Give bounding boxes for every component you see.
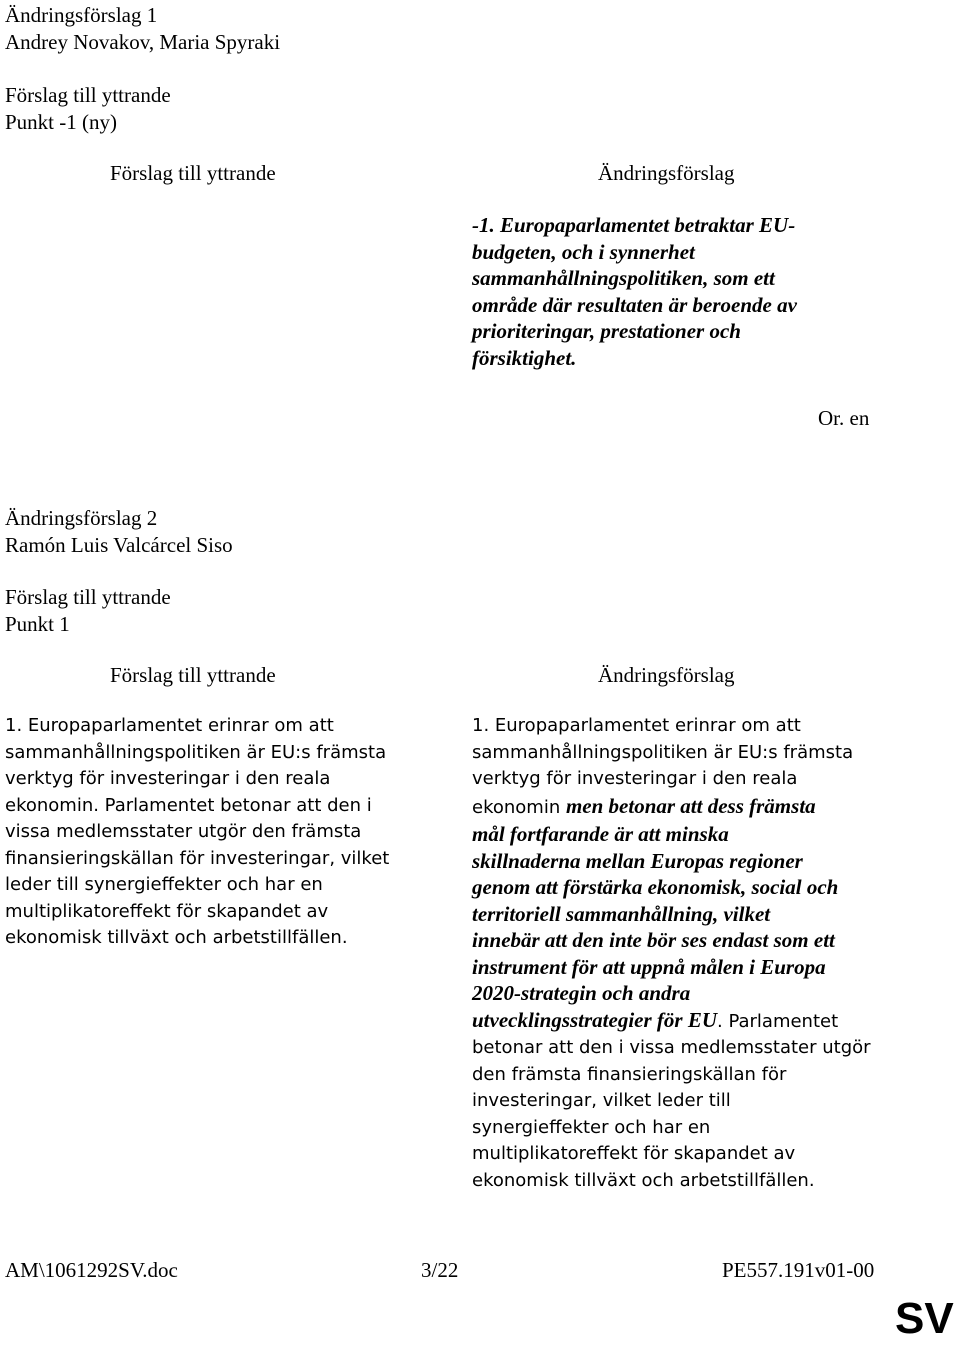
amendment-2-original-text: [5, 713, 389, 952]
text-run: ekonomin: [472, 796, 566, 818]
text-line: leder till synergieffekter och har en: [5, 874, 323, 895]
amendment-1-right-column-heading: Ändringsförslag: [598, 161, 735, 185]
amendment-2-proposal-label: Förslag till yttrande: [5, 585, 171, 609]
inserted-text: men betonar att dess främsta: [565, 793, 816, 818]
text-line: synergieffekter och har en: [472, 1116, 711, 1138]
text-line: investeringar, vilket leder till: [472, 1090, 731, 1111]
text-line: verktyg för investeringar i den reala: [472, 768, 798, 789]
inserted-text: mål fortfarande är att minska: [472, 822, 729, 846]
text-line: ekonomisk tillväxt och arbetstillfällen.: [5, 927, 348, 948]
language-mark: SV: [895, 1294, 954, 1343]
inserted-text: 2020-strategin och andra: [472, 981, 691, 1005]
amendment-1-point: Punkt -1 (ny): [5, 109, 117, 134]
amendment-1-proposal-label: Förslag till yttrande: [5, 83, 171, 107]
footer-doc-reference: AM\1061292SV.doc: [5, 1258, 178, 1282]
text-line: verktyg för investeringar i den reala: [5, 768, 331, 789]
text-line: sammanhållningspolitiken är EU:s främsta: [5, 741, 387, 763]
amendment-2-amended-text: [472, 713, 871, 1194]
amendment-2-authors: Ramón Luis Valcárcel Siso: [5, 532, 233, 557]
text-line: område där resultaten är beroende av: [472, 292, 797, 317]
amendment-1-title: Ändringsförslag 1: [5, 3, 158, 27]
inserted-text: skillnaderna mellan Europas regioner: [472, 848, 803, 873]
text-line: [472, 1007, 871, 1036]
text-line: betonar att den i vissa medlemsstater utgör: [472, 1037, 871, 1058]
text-line: ekonomin. Parlamentet betonar att den i: [5, 794, 372, 816]
amendment-2-right-column-heading: Ändringsförslag: [598, 663, 735, 687]
text-line: 1. Europaparlamentet erinrar om att: [472, 715, 801, 736]
text-line: multiplikatoreffekt för skapandet av: [472, 1143, 796, 1164]
amendment-1-reference: [5, 82, 171, 135]
text-line: sammanhållningspolitiken, som ett: [472, 266, 775, 290]
footer-page-number: 3/22: [421, 1258, 459, 1282]
text-run: . Parlamentet: [717, 1010, 839, 1032]
text-line: budgeten, och i synnerhet: [472, 239, 695, 264]
amendment-1-header: [5, 2, 280, 55]
amendment-2-point: Punkt 1: [5, 611, 70, 636]
amendment-2-header: [5, 505, 233, 558]
text-line: försiktighet.: [472, 345, 577, 370]
amendment-2-title: Ändringsförslag 2: [5, 506, 158, 530]
text-line: 1. Europaparlamentet erinrar om att: [5, 715, 334, 736]
text-line: [472, 793, 871, 822]
text-line: finansieringskällan för investeringar, vilket: [5, 847, 390, 869]
inserted-text: territoriell sammanhållning, vilket: [472, 901, 771, 926]
text-line: -1. Europaparlamentet betraktar EU-: [472, 213, 796, 237]
inserted-text: utvecklingsstrategier för EU: [472, 1007, 717, 1032]
text-line: ekonomisk tillväxt och arbetstillfällen.: [472, 1169, 815, 1191]
text-line: sammanhållningspolitiken är EU:s främsta: [472, 741, 854, 763]
amendment-1-left-column-heading: Förslag till yttrande: [110, 161, 276, 185]
inserted-text: innebär att den inte bör ses endast som ett: [472, 928, 835, 952]
amendment-2-reference: [5, 584, 171, 637]
inserted-text: instrument för att uppnå målen i Europa: [472, 954, 826, 979]
amendment-1-authors: Andrey Novakov, Maria Spyraki: [5, 29, 281, 54]
text-line: vissa medlemsstater utgör den främsta: [5, 821, 362, 842]
original-language: Or. en: [818, 406, 870, 430]
amendment-2-left-column-heading: Förslag till yttrande: [110, 663, 276, 687]
inserted-text: genom att förstärka ekonomisk, social och: [472, 875, 839, 899]
amendment-1-text: [472, 212, 797, 371]
footer-pe-reference: PE557.191v01-00: [722, 1258, 875, 1282]
text-line: den främsta finansieringskällan för: [472, 1063, 787, 1085]
text-line: multiplikatoreffekt för skapandet av: [5, 900, 329, 922]
text-line: prioriteringar, prestationer och: [472, 319, 741, 343]
